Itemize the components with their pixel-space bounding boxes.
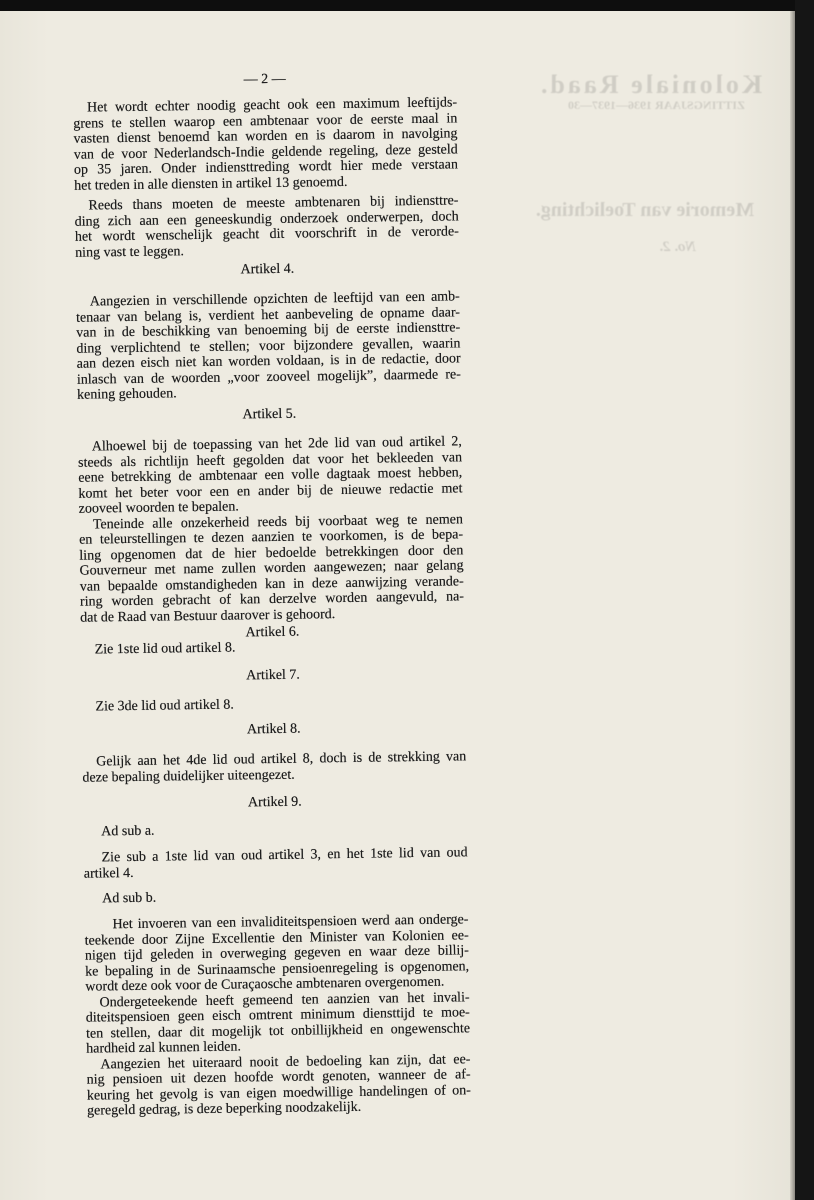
text-line: van de voor Nederlandsch-Indie geldende regeling, deze gesteld <box>73 141 458 163</box>
text-line: eene betrekking de ambtenaar een volle dagtaak moest hebben, <box>78 465 463 486</box>
article-heading: Artikel 9. <box>247 794 302 811</box>
text-line: wordt deze ook voor de Curaçaosche ambtenaren overgenomen. <box>85 974 445 995</box>
subsection-heading <box>83 819 467 840</box>
text-line: Het wordt echter noodig geacht ook een maximum leeftijds- <box>87 95 458 116</box>
text-line: grens te stellen waarop een ambtenaar voor de eerste maal in <box>73 110 458 132</box>
text-line: ten stellen, daar dit mogelijk tot onbillijkheid en ongewenschte <box>85 1020 471 1042</box>
text-line: nigen tijd geleden in overweging gegeven en waar deze billij- <box>84 943 470 964</box>
text-line: op 35 jaren. Onder indiensttreding wordt hier mede verstaan <box>73 157 459 178</box>
show-through-heading: Memorie van Toelichting. <box>535 199 755 221</box>
text-line: Aangezien het uiteraard nooit de bedoeling kan zijn, dat ee- <box>100 1051 471 1072</box>
text-line: van in de beschikking van benoeming bij de eerste indiensttre- <box>76 320 461 341</box>
text-line: Aangezien in verschillende opzichten de leeftijd van een amb- <box>89 289 460 310</box>
text-line: Reeds thans moeten de meeste ambtenaren bij indiensttre- <box>88 193 459 214</box>
text-line: Zie sub a 1ste lid van oud artikel 3, en het 1ste lid van oud <box>101 845 468 866</box>
paragraph <box>76 289 461 403</box>
paragraph <box>74 193 459 260</box>
paragraph-group <box>78 434 465 625</box>
paragraph <box>83 845 467 881</box>
text-line: geregeld gedrag, is deze beperking noodzakelijk. <box>87 1099 362 1119</box>
text-line: ling opgenomen dat de hier bedoelde betrekkingen door den <box>79 542 464 564</box>
text-line: steeds als richtlijn heeft gegolden dat voor het bekleeden van <box>77 449 463 471</box>
text-line: Gelijk aan het 4de lid oud artikel 8, doch is de strekking van <box>96 749 467 770</box>
text-line: tenaar van belang is, verdient het aanbeveling de opname daar- <box>75 304 461 326</box>
text-line: ning vast te leggen. <box>75 243 185 261</box>
paragraph <box>81 694 465 715</box>
text-line: deze bepaling duidelijker uiteengezet. <box>82 767 295 786</box>
text-line: ke bepaling in de Surinaamsche pensioenregeling is opgenomen, <box>85 958 470 980</box>
paragraph <box>73 95 458 193</box>
text-line: Ad sub a. <box>101 823 155 840</box>
text-line: en teleurstellingen te dezen aanzien te voorkomen, is de bepa- <box>79 527 464 548</box>
text-line: ring worden gebracht of kan derzelve worden aangevuld, na- <box>79 589 465 610</box>
page-number: — 2 — <box>243 71 286 88</box>
text-line: artikel 4. <box>83 865 134 882</box>
text-line: Ad sub b. <box>102 890 157 907</box>
text-line: ding zich aan een geneeskundig onderzoek onderwerpen, doch <box>74 208 459 230</box>
text-line: inlasch van de woorden „voor zooveel mogelijk”, daarmede re- <box>76 366 461 388</box>
text-line: ding verplichtend te stellen; voor bijzondere gevallen, waarin <box>76 335 461 357</box>
text-line: kening gehouden. <box>77 386 177 403</box>
text-line: hardheid zal kunnen leiden. <box>86 1039 242 1057</box>
article-heading: Artikel 8. <box>246 721 301 738</box>
scan-right-border <box>795 0 814 1200</box>
text-line: Zie 1ste lid oud artikel 8. <box>94 640 236 658</box>
text-line: teekende door Zijne Excellentie den Minister van Kolonien ee- <box>84 927 469 949</box>
text-line: nig pensioen uit dezen hoofde wordt genoten, wanneer de af- <box>86 1067 471 1088</box>
text-line: Het invoeren van een invaliditeitspensioen werd aan onderge- <box>112 912 469 933</box>
text-line: komt het beter voor een en ander bij de nieuwe redactie met <box>78 480 463 502</box>
show-through-session: ZITTINGSJAAR 1936—1937—30 <box>567 98 746 112</box>
page-text <box>72 0 473 1200</box>
text-line: Alhoewel bij de toepassing van het 2de lid van oud artikel 2, <box>91 434 462 455</box>
paragraph <box>82 749 466 785</box>
text-line: van bepaalde omstandigheden kan in deze aanwijzing verande- <box>79 573 464 595</box>
subsection-heading <box>84 886 468 907</box>
article-heading: Artikel 6. <box>245 624 300 641</box>
text-line: keuring het gevolg is van eigen moedwillige handelingen of on- <box>86 1082 471 1104</box>
article-heading: Artikel 5. <box>242 406 297 423</box>
text-line: Ondergeteekende heeft gemeend ten aanzien van het invali- <box>99 989 470 1010</box>
paragraph-group <box>84 912 471 1119</box>
text-line: Gouverneur met name zullen worden aangewezen; naar gelang <box>79 558 464 579</box>
text-line: dat de Raad van Bestuur daarover is gehoord. <box>80 606 336 626</box>
text-line: Zie 3de lid oud artikel 8. <box>95 697 234 715</box>
article-heading: Artikel 4. <box>240 261 295 278</box>
text-line: diteitspensioen geen eisch omtrent minimum diensttijd te moe- <box>85 1005 470 1026</box>
article-heading: Artikel 7. <box>246 667 300 684</box>
text-line: zooveel woorden te bepalen. <box>78 499 239 517</box>
text-line: Teneinde alle onzekerheid reeds bij voorbaat weg te nemen <box>92 511 463 532</box>
text-line: het wordt wenschelijk geacht dit voorschrift in de verorde- <box>74 224 459 245</box>
text-line: aan dezen eisch niet kan worden voldaan, is in de redactie, door <box>76 351 461 372</box>
text-line: het treden in alle diensten in artikel 13 genoemd. <box>74 174 348 194</box>
show-through-number: No. 2. <box>658 239 697 255</box>
text-line: vasten dienst benoemd kan worden en is daarom in navolging <box>73 126 458 147</box>
show-through-title: Koloniale Raad. <box>537 70 763 99</box>
